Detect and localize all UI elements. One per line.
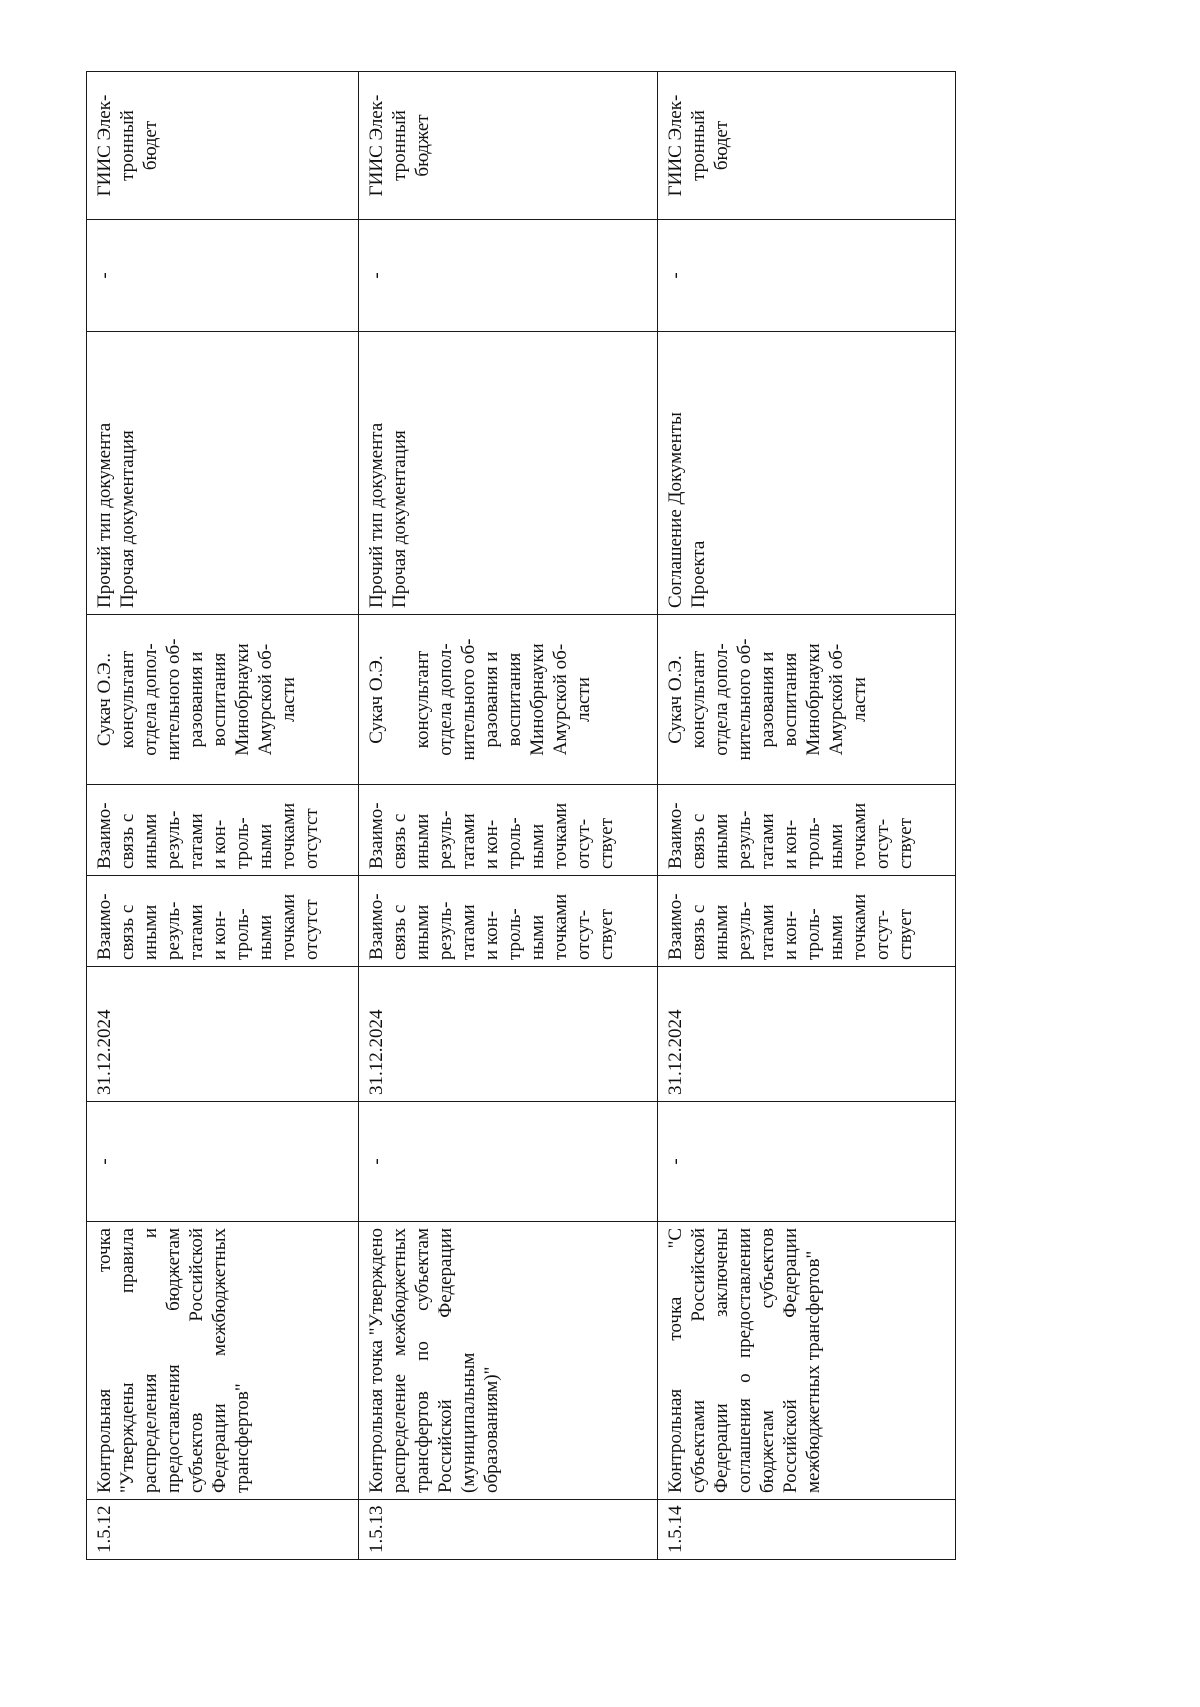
empty-dash-cell: -	[657, 1102, 955, 1222]
document-type: Прочий тип документа Прочая документация	[359, 332, 657, 615]
responsible-person: Сукач О.Э. консультант отдела допол- нительного об- разования и воспитания Минобрнауки Амурской об- ласти	[657, 615, 955, 785]
empty-dash-cell: -	[359, 1102, 657, 1222]
relation-cell: Взаимо- связь с иными резуль- татами и кон- троль- ными точками отсутст	[87, 785, 359, 876]
document-type: Прочий тип документа Прочая документация	[87, 332, 359, 615]
relation-cell: Взаимо- связь с иными резуль- татами и кон- троль- ными точками отсут- ствует	[359, 785, 657, 876]
responsible-person: Сукач О.Э. консультант отдела допол- нительного об- разования и воспитания Минобрнауки Амурской об- ласти	[359, 615, 657, 785]
relation-cell: Взаимо- связь с иными резуль- татами и кон- троль- ными точками отсут- ствует	[359, 876, 657, 967]
control-points-table	[86, 71, 956, 1560]
empty-dash-cell: -	[87, 1102, 359, 1222]
relation-cell: Взаимо- связь с иными резуль- татами и кон- троль- ными точками отсутст	[87, 876, 359, 967]
control-point-name: Контрольная точка "Утверждены правила распределения и предоставления бюджетам субъектов Российской Федерации межбюджетных трансфертов"	[87, 1222, 359, 1500]
information-system: ГИИС Элек- тронный бюдет	[657, 72, 955, 220]
empty-dash-cell: -	[359, 220, 657, 332]
information-system: ГИИС Элек- тронный бюдет	[87, 72, 359, 220]
control-point-name: Контрольная точка "Утверждено распределение межбюджетных трансфертов по субъектам Российской Федерации (муниципальным образованиям)"	[359, 1222, 657, 1500]
relation-cell: Взаимо- связь с иными резуль- татами и кон- троль- ными точками отсут- ствует	[657, 876, 955, 967]
information-system: ГИИС Элек- тронный бюджет	[359, 72, 657, 220]
responsible-person: Сукач О.Э.. консультант отдела допол- нительного об- разования и воспитания Минобрнауки Амурской об- ласти	[87, 615, 359, 785]
row-number: 1.5.12	[87, 1500, 359, 1560]
deadline-date: 31.12.2024	[87, 967, 359, 1102]
table-row	[657, 72, 955, 1560]
relation-cell: Взаимо- связь с иными резуль- татами и кон- троль- ными точками отсут- ствует	[657, 785, 955, 876]
control-point-name: Контрольная точка "С субъектами Российской Федерации заключены соглашения о предоставлении бюджетам субъектов Российской Федерации межбюджетных трансфертов"	[657, 1222, 955, 1500]
deadline-date: 31.12.2024	[657, 967, 955, 1102]
row-number: 1.5.14	[657, 1500, 955, 1560]
empty-dash-cell: -	[657, 220, 955, 332]
rotated-table-wrapper	[86, 72, 956, 1560]
deadline-date: 31.12.2024	[359, 967, 657, 1102]
row-number: 1.5.13	[359, 1500, 657, 1560]
empty-dash-cell: -	[87, 220, 359, 332]
table-row	[87, 72, 359, 1560]
table-row	[359, 72, 657, 1560]
document-type: Соглашение Документы Проекта	[657, 332, 955, 615]
